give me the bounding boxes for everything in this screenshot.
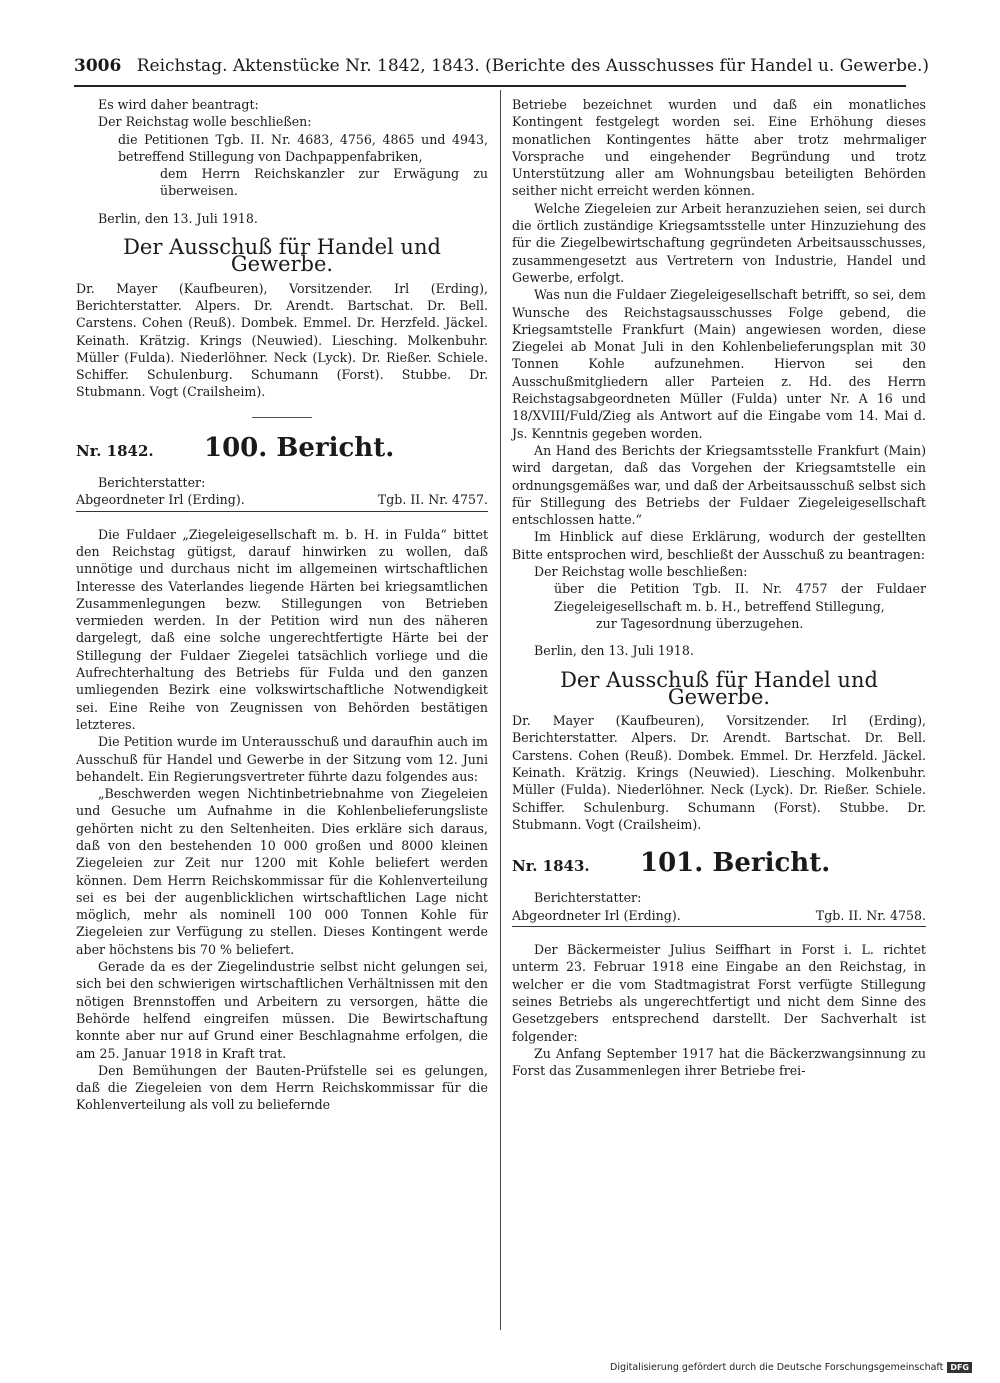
paragraph: Was nun die Fuldaer Ziegeleigesellschaft betrifft, so sei, dem Wunsche des Reichstagsausschusses Folge gebend, die Kriegsamtstelle Frankfurt (Main) angewiesen worden, diese Ziegelei ab Monat Juli in den Kohlenbelieferungsplan mit 30 Tonnen Kohle aufzunehmen. Hiervon sei den Ausschußmitgliedern aller Parteien z. Hd. des Herrn Reichstagsabgeordneten Müller (Fulda) unter Nr. A 16 und 18/XVIII/Fuld/Zieg als Antwort auf die Eingabe vom 14. Mai d. Js. Kenntnis gegeben worden.: [512, 287, 926, 441]
paragraph: „Beschwerden wegen Nichtinbetriebnahme von Ziegeleien und Gesuche um Aufnahme in die Kohlenbelieferungsliste gehörten nicht zu den Seltenheiten. Dies erkläre sich daraus, daß von den bestehenden 10 000 großen und 8000 kleinen Ziegeleien zur Zeit nur 1200 mit Kohle beliefert werden können. Dem Herrn Reichskommissar für die Kohlenverteilung sei es bei der augenblicklichen wirtschaftlichen Lage nicht möglich, mehr als nominell 100 000 Tonnen Kohle für Ziegeleien zur Verfügung zu stellen. Dieses Kontingent werde aber höchstens bis 70 % beliefert.: [76, 786, 488, 957]
rapporteur-label: Berichterstatter:: [534, 890, 642, 906]
rapporteur-name: Abgeordneter Irl (Erding).: [76, 492, 245, 508]
place-date: Berlin, den 13. Juli 1918.: [98, 210, 258, 226]
report-heading: [512, 848, 926, 879]
tgb-reference: Tgb. II. Nr. 4758.: [815, 907, 926, 923]
footer-text: Digitalisierung gefördert durch die Deutsche Forschungsgemeinschaft: [610, 1362, 944, 1373]
motion-resolve: Der Reichstag wolle beschließen:: [98, 114, 312, 130]
paragraph: Betriebe bezeichnet wurden und daß ein monatliches Kontingent festgelegt worden sei. Eine Erhöhung dieses monatlichen Kontingentes hätte aber trotz mehrmaliger Vorsprache und eingehender Begründung und trotz Unterstützung aller am Wohnungsbau beteiligten Behörden seither nicht erreicht werden können.: [512, 97, 926, 199]
motion-text: die Petitionen Tgb. II. Nr. 4683, 4756, 4865 und 4943, betreffend Stillegung von Dachpappenfabriken,: [118, 131, 488, 164]
motion-intro: Es wird daher beantragt:: [98, 97, 259, 112]
running-title: Reichstag. Aktenstücke Nr. 1842, 1843. (Berichte des Ausschusses für Handel u. Gewerbe.): [136, 56, 930, 76]
rapporteur-line: [512, 907, 926, 927]
report-title: 101. Bericht.: [640, 848, 831, 879]
footer: [610, 1362, 972, 1373]
page-number: 3006: [74, 56, 122, 76]
committee-title: Der Ausschuß für Handel und Gewerbe.: [560, 667, 878, 709]
committee-members: Dr. Mayer (Kaufbeuren), Vorsitzender. Irl (Erding), Berichterstatter. Alpers. Dr. Arendt. Bartschat. Dr. Bell. Carstens. Cohen (Reuß). Dombek. Emmel. Dr. Herzfeld. Jäckel. Keinath. Krätzig. Krings (Neuwied). Liesching. Molkenbuhr. Müller (Fulda). Niederlöhner. Neck (Lyck). Dr. Rießer. Schiele. Schiffer. Schulenburg. Schumann (Forst). Stubbe. Dr. Stubmann. Vogt (Crailsheim).: [76, 280, 488, 400]
paragraph: Welche Ziegeleien zur Arbeit heranzuziehen seien, sei durch die örtlich zuständige Kriegsamtsstelle unter Hinzuziehung des für die Ziegelbewirtschaftung gegründeten Arbeitsausschusses, zusammengesetzt aus Vertretern von Industrie, Handel und Gewerbe, erfolgt.: [512, 200, 926, 285]
paragraph: Die Petition wurde im Unterausschuß und daraufhin auch im Ausschuß für Handel und Gewerbe in der Sitzung vom 12. Juni behandelt. Ein Regierungsvertreter führte dazu folgendes aus:: [76, 734, 488, 784]
committee-title: Der Ausschuß für Handel und Gewerbe.: [123, 235, 441, 277]
report-title: 100. Bericht.: [204, 432, 395, 463]
separator: [252, 417, 312, 418]
report-heading: [76, 432, 488, 463]
paragraph: An Hand des Berichts der Kriegsamtsstelle Frankfurt (Main) wird dargetan, daß das Vorgehen der Kriegsamtstelle ein ordnungsgemäßes war, und daß der Arbeitsausschuß selbst sich für Stillegung des Betriebs der Fuldaer Ziegeleigesellschaft entschlossen hatte.“: [512, 442, 926, 528]
rapporteur-label: Berichterstatter:: [98, 475, 206, 491]
header-rule: [74, 85, 906, 87]
column-divider: [500, 90, 501, 1330]
motion-text: über die Petition Tgb. II. Nr. 4757 der Fuldaer Ziegeleigesellschaft m. b. H., betreffend Stillegung,: [554, 581, 926, 614]
page-header: [74, 56, 930, 86]
paragraph: Zu Anfang September 1917 hat die Bäckerzwangsinnung zu Forst das Zusammenlegen ihrer Betriebe frei-: [512, 1045, 926, 1079]
left-column: [76, 96, 488, 1114]
motion-text-2: zur Tagesordnung überzugehen.: [596, 615, 804, 631]
rapporteur-line: [76, 491, 488, 511]
place-date: Berlin, den 13. Juli 1918.: [534, 643, 694, 659]
committee-members: Dr. Mayer (Kaufbeuren), Vorsitzender. Irl (Erding), Berichterstatter. Alpers. Dr. Arendt. Bartschat. Dr. Bell. Carstens. Cohen (Reuß). Dombek. Emmel. Dr. Herzfeld. Jäckel. Keinath. Krätzig. Krings (Neuwied). Liesching. Molkenbuhr. Müller (Fulda). Niederlöhner. Neck (Lyck). Dr. Rießer. Schiele. Schiffer. Schulenburg. Schumann (Forst). Stubbe. Dr. Stubmann. Vogt (Crailsheim).: [512, 713, 926, 832]
dfg-logo: DFG: [947, 1362, 972, 1373]
report-number: Nr. 1842.: [76, 441, 154, 460]
tgb-reference: Tgb. II. Nr. 4757.: [377, 492, 488, 508]
paragraph: Im Hinblick auf diese Erklärung, wodurch der gestellten Bitte entsprochen wird, beschließt der Ausschuß zu beantragen:: [512, 529, 926, 562]
right-column: [512, 96, 926, 1079]
paragraph: Den Bemühungen der Bauten-Prüfstelle sei es gelungen, daß die Ziegeleien von dem Herrn Reichskommissar für die Kohlenverteilung als voll zu beliefernde: [76, 1062, 488, 1113]
paragraph: Die Fuldaer „Ziegeleigesellschaft m. b. H. in Fulda“ bittet den Reichstag gütigst, darauf hinwirken zu wollen, daß unnötige und durchaus nicht im allgemeinen wirtschaftlichen Interesse des Vaterlandes liegende Härten bei kriegsamtlichen Zusammenlegungen bezw. Stillegungen von Betrieben vermieden werden. In der Petition wird nun des näheren dargelegt, daß eine solche ungerechtfertigte Härte bei der Stillegung der Fuldaer Ziegelei tatsächlich vorliege und die Aufrechterhaltung des Betriebs für Fulda und den ganzen umliegenden Bezirk eine volkswirtschaftliche Notwendigkeit sei. Eine Reihe von Zeugnissen von Behörden bestätigen letzteres.: [76, 526, 488, 732]
paragraph: Gerade da es der Ziegelindustrie selbst nicht gelungen sei, sich bei den schwierigen wirtschaftlichen Verhältnissen mit den nötigen Brennstoffen und Arbeitern zu versorgen, hätte die Behörde helfend eingreifen müssen. Die Bewirtschaftung konnte aber nur auf Grund einer Beschlagnahme erfolgen, die am 25. Januar 1918 in Kraft trat.: [76, 959, 488, 1061]
motion-text-2: dem Herrn Reichskanzler zur Erwägung zu überweisen.: [160, 166, 488, 199]
report-number: Nr. 1843.: [512, 857, 590, 876]
rapporteur-name: Abgeordneter Irl (Erding).: [512, 907, 681, 923]
motion-resolve: Der Reichstag wolle beschließen:: [534, 564, 748, 580]
paragraph: Der Bäckermeister Julius Seiffhart in Forst i. L. richtet unterm 23. Februar 1918 eine Eingabe an den Reichstag, in welcher er die vom Stadtmagistrat Forst verfügte Stillegung seines Betriebs als ungerechtfertigt und nicht dem Sinne des Gesetzgebers entsprechend darstellt. Der Sachverhalt ist folgender:: [512, 942, 926, 1044]
